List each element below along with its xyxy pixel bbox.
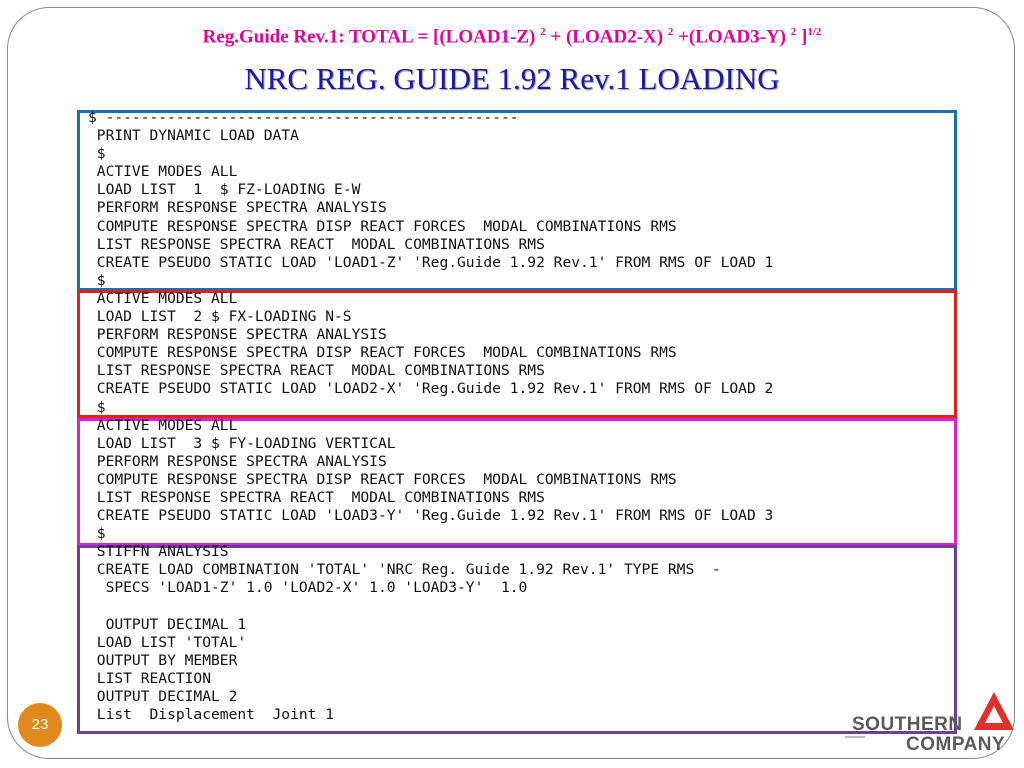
formula-heading bbox=[0, 26, 1024, 48]
logo-line1: SOUTHERN bbox=[852, 714, 963, 735]
logo-triangle-icon bbox=[972, 690, 1016, 734]
code-line: $ bbox=[88, 145, 106, 163]
code-line: SPECS 'LOAD1-Z' 1.0 'LOAD2-X' 1.0 'LOAD3-Y' 1.0 bbox=[88, 579, 528, 597]
code-line: $ bbox=[88, 271, 106, 289]
code-line: LIST RESPONSE SPECTRA REACT MODAL COMBINATIONS RMS bbox=[88, 488, 545, 506]
code-line: LOAD LIST 1 $ FZ-LOADING E-W bbox=[88, 181, 361, 199]
formula-exponent: 2 bbox=[790, 26, 797, 38]
code-line: OUTPUT BY MEMBER bbox=[88, 651, 238, 669]
code-line: ACTIVE MODES ALL bbox=[88, 289, 238, 307]
code-listing bbox=[88, 109, 958, 724]
formula-exponent: 2 bbox=[667, 26, 674, 38]
formula-part: + (LOAD2-X) bbox=[545, 26, 664, 48]
code-line: COMPUTE RESPONSE SPECTRA DISP REACT FORCES MODAL COMBINATIONS RMS bbox=[88, 217, 677, 235]
code-line: List Displacement Joint 1 bbox=[88, 706, 335, 724]
code-line: COMPUTE RESPONSE SPECTRA DISP REACT FORCES MODAL COMBINATIONS RMS bbox=[88, 344, 677, 362]
code-line: CREATE PSEUDO STATIC LOAD 'LOAD3-Y' 'Reg.Guide 1.92 Rev.1' FROM RMS OF LOAD 3 bbox=[88, 507, 774, 525]
code-line: LIST RESPONSE SPECTRA REACT MODAL COMBINATIONS RMS bbox=[88, 362, 545, 380]
code-line: LOAD LIST 'TOTAL' bbox=[88, 633, 247, 651]
code-line: LIST REACTION bbox=[88, 669, 212, 687]
logo-line2: COMPANY bbox=[906, 734, 1006, 755]
code-line: PERFORM RESPONSE SPECTRA ANALYSIS bbox=[88, 452, 387, 470]
code-line: PRINT DYNAMIC LOAD DATA bbox=[88, 127, 299, 145]
code-line: CREATE PSEUDO STATIC LOAD 'LOAD1-Z' 'Reg.Guide 1.92 Rev.1' FROM RMS OF LOAD 1 bbox=[88, 253, 774, 271]
formula-exponent: 2 bbox=[540, 26, 546, 38]
formula-part: +(LOAD3-Y) bbox=[673, 26, 787, 48]
code-line: CREATE PSEUDO STATIC LOAD 'LOAD2-X' 'Reg.Guide 1.92 Rev.1' FROM RMS OF LOAD 2 bbox=[88, 380, 774, 398]
code-line: COMPUTE RESPONSE SPECTRA DISP REACT FORCES MODAL COMBINATIONS RMS bbox=[88, 470, 677, 488]
code-line: LOAD LIST 2 $ FX-LOADING N-S bbox=[88, 308, 352, 326]
formula-part: ] bbox=[796, 26, 808, 48]
page-number-badge: 23 bbox=[18, 703, 62, 747]
southern-company-logo bbox=[852, 688, 1018, 758]
code-line: PERFORM RESPONSE SPECTRA ANALYSIS bbox=[88, 326, 387, 344]
code-line: OUTPUT DECIMAL 1 bbox=[88, 615, 247, 633]
code-line: LIST RESPONSE SPECTRA REACT MODAL COMBINATIONS RMS bbox=[88, 235, 545, 253]
code-line bbox=[88, 598, 958, 616]
code-line: ACTIVE MODES ALL bbox=[88, 416, 238, 434]
code-line: $ bbox=[88, 398, 106, 416]
formula-exponent: 1/2 bbox=[807, 26, 822, 38]
formula-prefix: Reg.Guide Rev.1: TOTAL = [(LOAD1-Z) bbox=[202, 26, 536, 48]
code-line: ACTIVE MODES ALL bbox=[88, 163, 238, 181]
code-line: $ bbox=[88, 525, 106, 543]
code-line: $ ----------------------------------------------- bbox=[88, 109, 519, 126]
code-line: PERFORM RESPONSE SPECTRA ANALYSIS bbox=[88, 199, 387, 217]
code-line: STIFFN ANALYSIS bbox=[88, 543, 229, 561]
code-line: OUTPUT DECIMAL 2 bbox=[88, 688, 238, 705]
code-line: CREATE LOAD COMBINATION 'TOTAL' 'NRC Reg. Guide 1.92 Rev.1' TYPE RMS - bbox=[88, 561, 721, 579]
code-line: LOAD LIST 3 $ FY-LOADING VERTICAL bbox=[88, 434, 396, 452]
slide-title: NRC REG. GUIDE 1.92 Rev.1 LOADING bbox=[244, 61, 780, 96]
